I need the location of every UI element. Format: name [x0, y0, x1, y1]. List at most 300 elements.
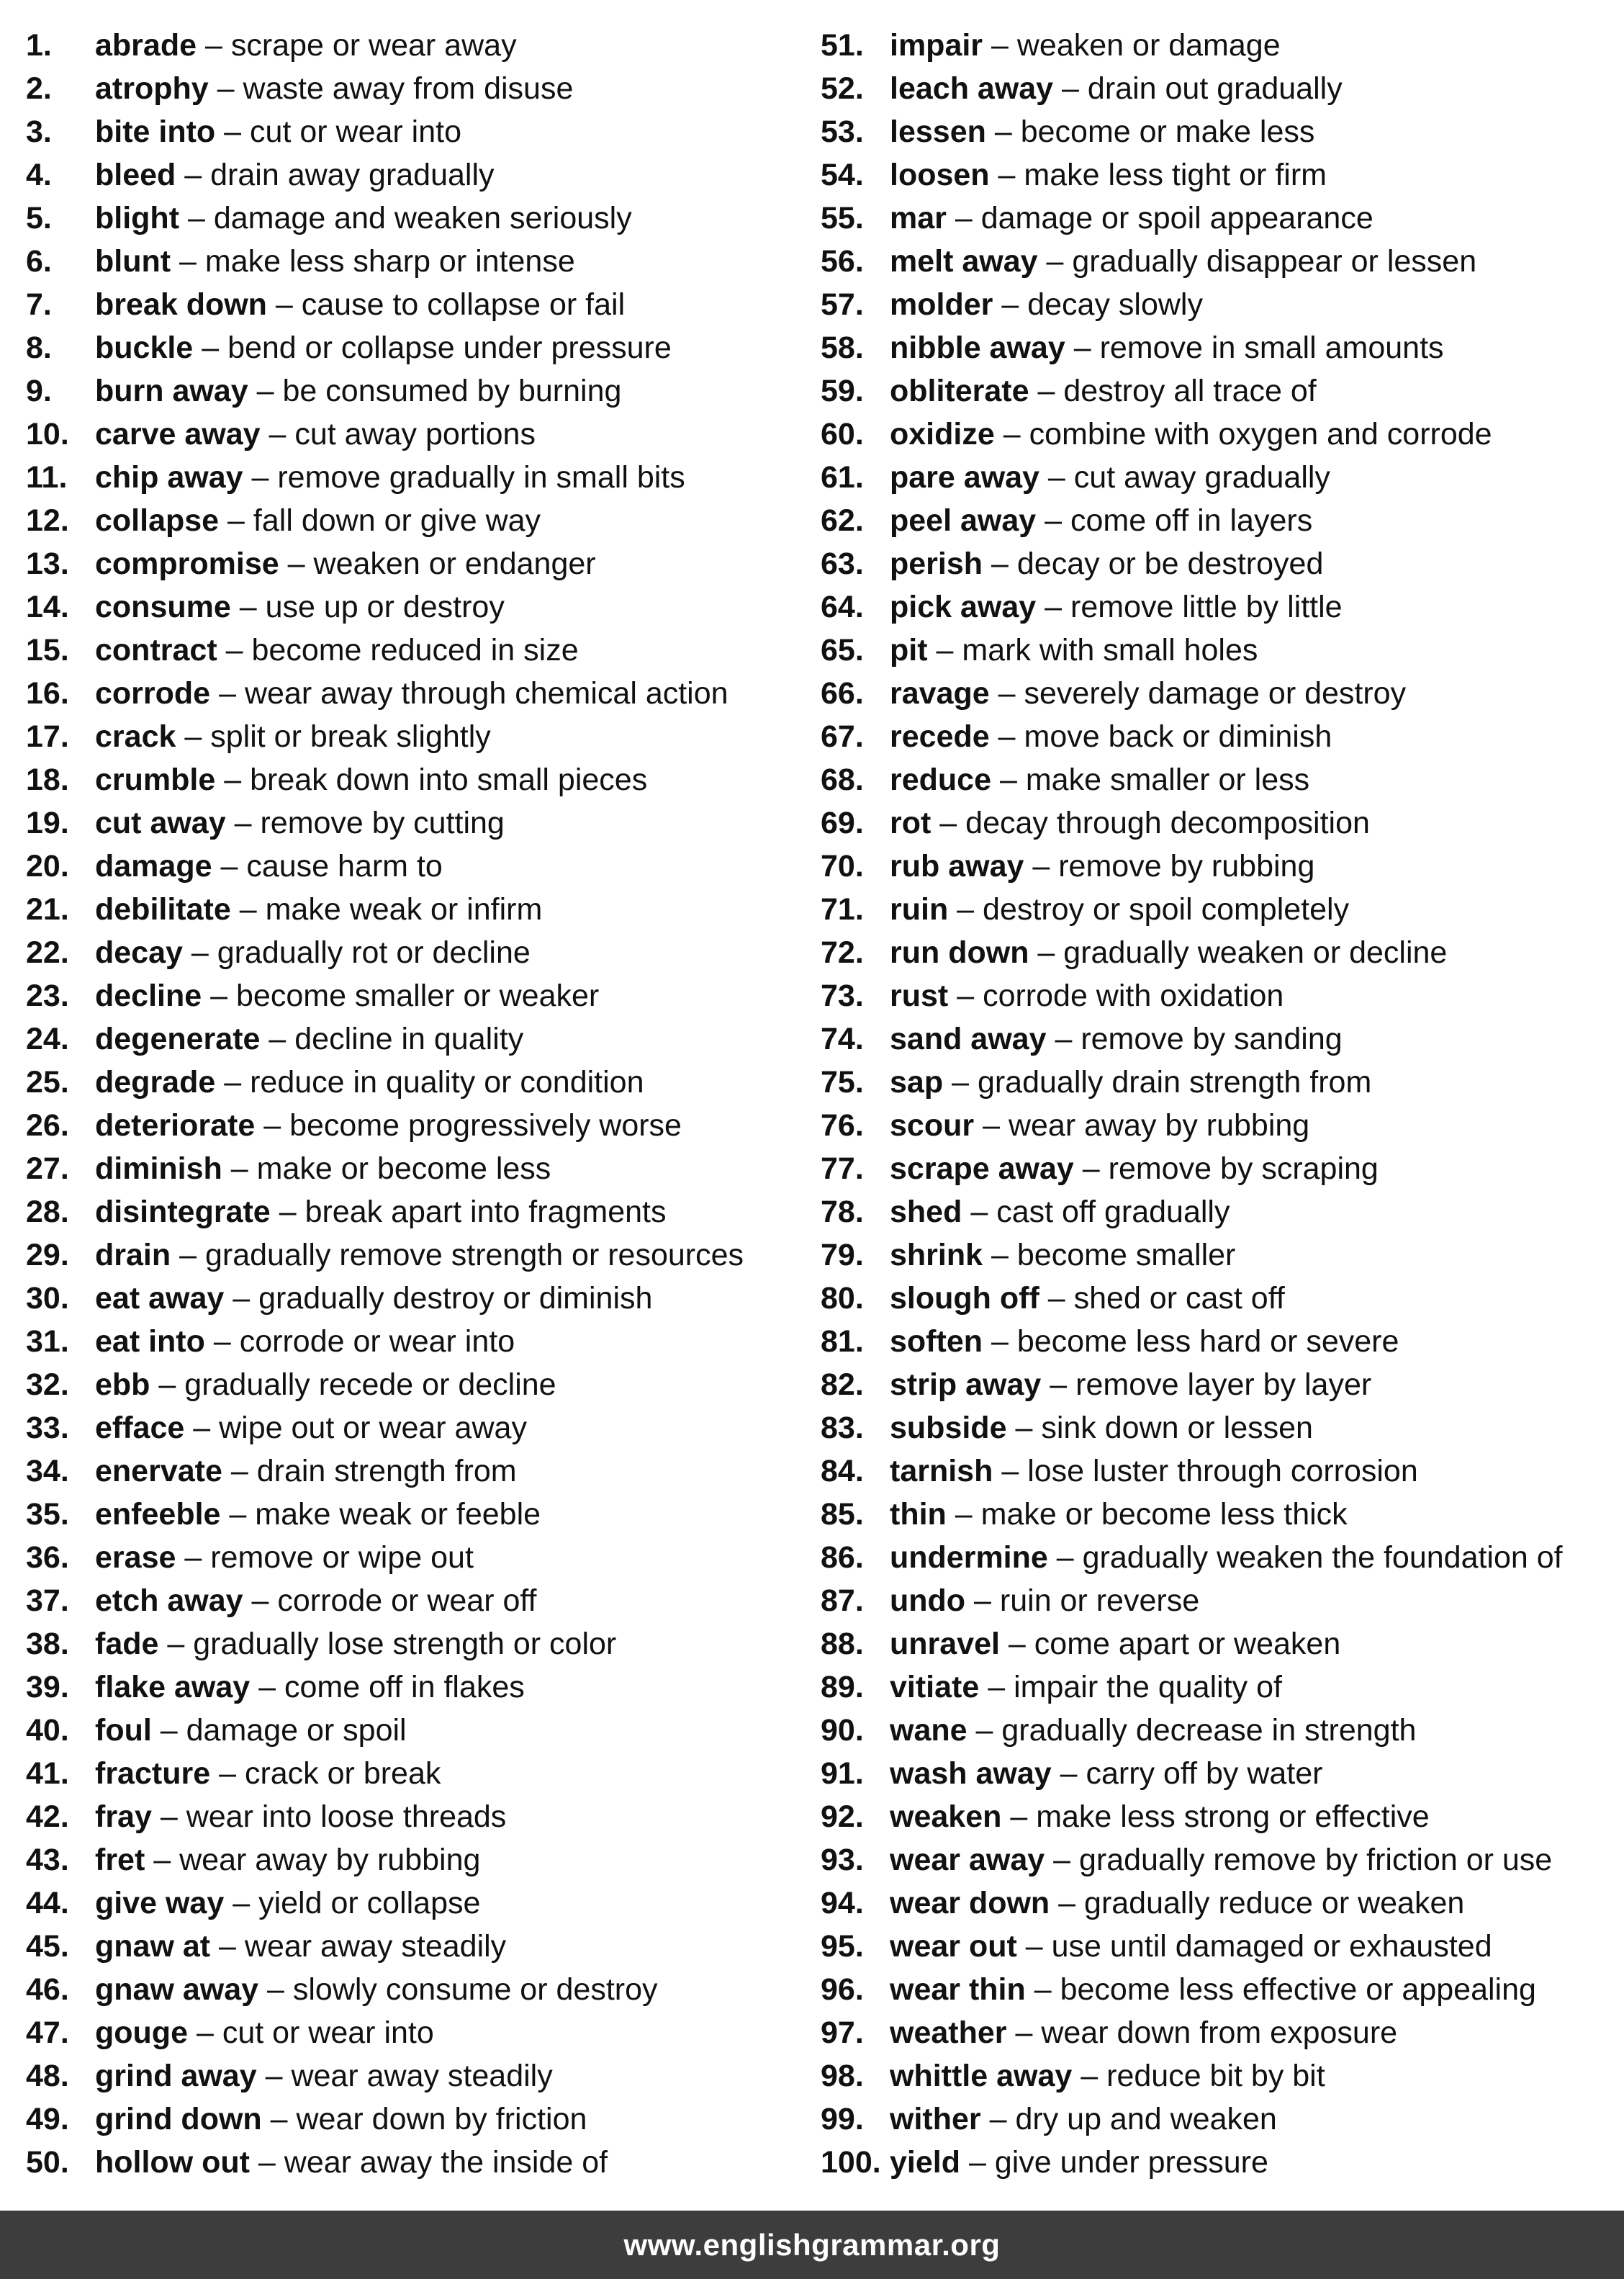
list-item [821, 1233, 1612, 1277]
list-item [821, 1622, 1612, 1666]
item-word: decay [95, 935, 183, 970]
list-item [821, 369, 1612, 413]
item-number: 17. [26, 719, 69, 754]
item-separator: – [998, 158, 1016, 192]
item-definition: cause to collapse or fail [301, 287, 626, 322]
item-word: loosen [890, 158, 990, 192]
item-separator: – [991, 547, 1009, 581]
item-number: 73. [821, 979, 864, 1013]
list-item [26, 1709, 811, 1752]
item-definition: cut away portions [294, 417, 536, 451]
item-number: 22. [26, 935, 69, 970]
list-item [26, 585, 811, 629]
item-separator: – [957, 892, 975, 927]
item-separator: – [957, 979, 975, 1013]
item-separator: – [153, 1843, 171, 1877]
item-word: thin [890, 1497, 947, 1532]
item-word: wither [890, 2102, 981, 2136]
item-word: chip away [95, 460, 243, 495]
item-separator: – [193, 1411, 211, 1445]
item-separator: – [1060, 1756, 1078, 1791]
list-item [26, 542, 811, 585]
item-definition: weaken or damage [1016, 28, 1281, 63]
list-item [821, 153, 1612, 197]
item-number: 27. [26, 1151, 69, 1186]
list-item [26, 1449, 811, 1493]
item-word: vitiate [890, 1670, 980, 1704]
item-number: 20. [26, 849, 69, 884]
item-definition: corrode or wear off [277, 1583, 537, 1618]
item-definition: shed or cast off [1073, 1281, 1285, 1316]
item-definition: drain out gradually [1087, 71, 1343, 106]
item-word: buckle [95, 331, 194, 365]
item-separator: – [988, 1670, 1006, 1704]
item-separator: – [991, 1238, 1009, 1272]
item-definition: remove by cutting [260, 806, 505, 840]
item-number: 57. [821, 287, 864, 322]
item-separator: – [1010, 1799, 1028, 1834]
item-definition: become smaller or weaker [236, 979, 600, 1013]
item-separator: – [974, 1583, 991, 1618]
item-definition: gradually disappear or lessen [1072, 244, 1477, 279]
list-item [26, 758, 811, 801]
item-number: 74. [821, 1022, 864, 1056]
item-word: perish [890, 547, 983, 581]
item-word: scour [890, 1108, 975, 1143]
item-number: 76. [821, 1108, 864, 1143]
item-word: compromise [95, 547, 279, 581]
item-definition: break apart into fragments [304, 1195, 667, 1229]
item-word: corrode [95, 676, 211, 711]
item-word: tarnish [890, 1454, 993, 1488]
item-number: 40. [26, 1713, 69, 1748]
item-word: blight [95, 201, 180, 235]
item-separator: – [989, 2102, 1007, 2136]
item-definition: wear away by rubbing [179, 1843, 481, 1877]
item-definition: become or make less [1020, 114, 1315, 149]
item-number: 90. [821, 1713, 864, 1748]
item-separator: – [1037, 374, 1055, 408]
item-word: disintegrate [95, 1195, 271, 1229]
item-separator: – [160, 1799, 178, 1834]
item-separator: – [239, 590, 257, 624]
list-item [26, 974, 811, 1017]
item-separator: – [266, 1972, 284, 2007]
list-item [26, 1882, 811, 1925]
item-separator: – [187, 201, 205, 235]
item-separator: – [1053, 1843, 1071, 1877]
item-definition: wear down from exposure [1041, 2015, 1398, 2050]
item-word: soften [890, 1324, 983, 1359]
item-definition: bend or collapse under pressure [227, 331, 672, 365]
item-word: wane [890, 1713, 967, 1748]
list-item [821, 1449, 1612, 1493]
footer-bar [0, 2211, 1624, 2279]
item-word: debilitate [95, 892, 231, 927]
item-word: strip away [890, 1367, 1042, 1402]
list-item [821, 1320, 1612, 1363]
item-definition: mark with small holes [962, 633, 1258, 667]
item-number: 7. [26, 287, 52, 322]
item-number: 49. [26, 2102, 69, 2136]
item-number: 87. [821, 1583, 864, 1618]
item-definition: decay slowly [1027, 287, 1203, 322]
list-item [26, 1147, 811, 1190]
item-separator: – [1032, 849, 1050, 884]
item-definition: split or break slightly [210, 719, 491, 754]
list-item [821, 1104, 1612, 1147]
item-definition: sink down or lessen [1041, 1411, 1313, 1445]
list-item [26, 1666, 811, 1709]
item-word: fray [95, 1799, 152, 1834]
item-separator: – [999, 763, 1017, 797]
list-item [821, 1493, 1612, 1536]
item-number: 23. [26, 979, 69, 1013]
item-word: enervate [95, 1454, 222, 1488]
item-separator: – [234, 806, 252, 840]
item-number: 63. [821, 547, 864, 581]
item-definition: carry off by water [1086, 1756, 1323, 1791]
item-separator: – [256, 374, 274, 408]
item-word: bleed [95, 158, 176, 192]
list-item [26, 1752, 811, 1795]
item-definition: remove layer by layer [1075, 1367, 1372, 1402]
item-separator: – [1045, 590, 1063, 624]
item-separator: – [983, 1108, 1000, 1143]
list-item [821, 542, 1612, 585]
list-item [821, 1666, 1612, 1709]
item-definition: become reduced in size [251, 633, 579, 667]
item-definition: crack or break [244, 1756, 441, 1791]
item-number: 48. [26, 2059, 69, 2093]
item-separator: – [1082, 1151, 1100, 1186]
item-number: 75. [821, 1065, 864, 1100]
item-definition: cast off gradually [996, 1195, 1230, 1229]
item-word: ravage [890, 676, 990, 711]
item-number: 96. [821, 1972, 864, 2007]
item-number: 92. [821, 1799, 864, 1834]
item-definition: use until damaged or exhausted [1051, 1929, 1492, 1964]
item-separator: – [287, 547, 305, 581]
item-definition: drain strength from [256, 1454, 517, 1488]
list-item [26, 1925, 811, 1968]
item-number: 93. [821, 1843, 864, 1877]
item-definition: weaken or endanger [313, 547, 596, 581]
item-separator: – [270, 2102, 288, 2136]
list-item [26, 1536, 811, 1579]
item-word: foul [95, 1713, 152, 1748]
item-separator: – [204, 28, 222, 63]
item-number: 11. [26, 460, 68, 495]
item-number: 77. [821, 1151, 864, 1186]
item-word: crumble [95, 763, 216, 797]
item-separator: – [220, 849, 238, 884]
item-number: 2. [26, 71, 52, 106]
item-separator: – [196, 2015, 214, 2050]
item-word: wear out [890, 1929, 1017, 1964]
list-item [821, 629, 1612, 672]
item-word: decline [95, 979, 202, 1013]
item-number: 66. [821, 676, 864, 711]
item-definition: gradually decrease in strength [1001, 1713, 1417, 1748]
item-number: 72. [821, 935, 864, 970]
item-word: consume [95, 590, 231, 624]
list-item [821, 585, 1612, 629]
item-word: shed [890, 1195, 962, 1229]
item-number: 83. [821, 1411, 864, 1445]
list-item [26, 845, 811, 888]
item-word: etch away [95, 1583, 243, 1618]
item-word: undo [890, 1583, 966, 1618]
item-word: grind down [95, 2102, 262, 2136]
list-item [26, 240, 811, 283]
item-separator: – [224, 114, 242, 149]
item-word: erase [95, 1540, 176, 1575]
item-definition: reduce bit by bit [1106, 2059, 1325, 2093]
list-item [821, 67, 1612, 110]
item-number: 94. [821, 1886, 864, 1920]
item-definition: severely damage or destroy [1024, 676, 1407, 711]
item-definition: gradually remove strength or resources [204, 1238, 744, 1272]
item-word: wash away [890, 1756, 1052, 1791]
item-separator: – [1003, 417, 1021, 451]
item-number: 30. [26, 1281, 69, 1316]
item-definition: move back or diminish [1024, 719, 1332, 754]
item-word: subside [890, 1411, 1007, 1445]
item-separator: – [1046, 244, 1064, 279]
item-separator: – [1015, 2015, 1033, 2050]
item-separator: – [191, 935, 209, 970]
item-word: burn away [95, 374, 248, 408]
item-word: obliterate [890, 374, 1029, 408]
item-word: yield [890, 2145, 960, 2180]
item-separator: – [217, 71, 235, 106]
list-item [821, 1709, 1612, 1752]
item-word: undermine [890, 1540, 1048, 1575]
item-number: 68. [821, 763, 864, 797]
item-separator: – [1008, 1627, 1026, 1661]
item-number: 10. [26, 417, 69, 451]
item-number: 25. [26, 1065, 69, 1100]
item-word: fracture [95, 1756, 211, 1791]
item-word: reduce [890, 763, 992, 797]
list-item [821, 240, 1612, 283]
item-definition: wear down by friction [296, 2102, 587, 2136]
item-separator: – [269, 1022, 287, 1056]
item-word: shrink [890, 1238, 983, 1272]
list-item [821, 1579, 1612, 1622]
word-list-column-left [26, 24, 811, 2184]
list-item [821, 1925, 1612, 1968]
list-item [26, 1017, 811, 1061]
item-word: abrade [95, 28, 197, 63]
item-number: 31. [26, 1324, 69, 1359]
item-separator: – [998, 719, 1016, 754]
list-item [821, 413, 1612, 456]
list-item [26, 1838, 811, 1882]
item-word: rust [890, 979, 949, 1013]
item-word: fade [95, 1627, 159, 1661]
item-word: rub away [890, 849, 1024, 884]
item-word: lessen [890, 114, 986, 149]
item-number: 64. [821, 590, 864, 624]
item-separator: – [952, 1065, 969, 1100]
item-word: pick away [890, 590, 1037, 624]
item-definition: drain away gradually [210, 158, 495, 192]
list-item [26, 413, 811, 456]
list-item [26, 2011, 811, 2054]
item-separator: – [994, 114, 1012, 149]
item-number: 84. [821, 1454, 864, 1488]
item-separator: – [1034, 1972, 1052, 2007]
item-word: diminish [95, 1151, 222, 1186]
item-word: slough off [890, 1281, 1039, 1316]
item-separator: – [1025, 1929, 1043, 1964]
item-definition: make smaller or less [1025, 763, 1310, 797]
item-number: 65. [821, 633, 864, 667]
item-number: 56. [821, 244, 864, 279]
item-number: 51. [821, 28, 864, 63]
list-item [26, 2054, 811, 2098]
item-separator: – [1073, 331, 1091, 365]
item-word: scrape away [890, 1151, 1074, 1186]
item-definition: combine with oxygen and corrode [1029, 417, 1492, 451]
list-item [821, 326, 1612, 369]
item-definition: wear away steadily [244, 1929, 507, 1964]
item-separator: – [233, 1886, 251, 1920]
item-separator: – [167, 1627, 185, 1661]
item-definition: cut away gradually [1073, 460, 1330, 495]
list-item [26, 1795, 811, 1838]
item-definition: damage and weaken seriously [213, 201, 632, 235]
list-item [26, 499, 811, 542]
list-item [821, 2098, 1612, 2141]
item-separator: – [998, 676, 1016, 711]
item-number: 61. [821, 460, 864, 495]
item-word: melt away [890, 244, 1038, 279]
item-number: 91. [821, 1756, 864, 1791]
item-number: 8. [26, 331, 52, 365]
item-word: hollow out [95, 2145, 250, 2180]
item-definition: remove by rubbing [1058, 849, 1315, 884]
list-item [821, 1536, 1612, 1579]
item-word: oxidize [890, 417, 995, 451]
item-number: 69. [821, 806, 864, 840]
item-definition: wear away steadily [291, 2059, 553, 2093]
item-separator: – [1037, 935, 1055, 970]
item-word: whittle away [890, 2059, 1073, 2093]
list-item [26, 1061, 811, 1104]
list-item [821, 1795, 1612, 1838]
list-item [26, 1968, 811, 2011]
item-definition: gradually weaken the foundation of [1082, 1540, 1563, 1575]
item-definition: come off in flakes [284, 1670, 525, 1704]
item-separator: – [258, 2145, 276, 2180]
item-definition: gradually drain strength from [977, 1065, 1372, 1100]
item-definition: ruin or reverse [999, 1583, 1200, 1618]
item-definition: lose luster through corrosion [1027, 1454, 1418, 1488]
item-number: 5. [26, 201, 52, 235]
item-number: 95. [821, 1929, 864, 1964]
list-item [26, 1277, 811, 1320]
item-word: impair [890, 28, 983, 63]
item-word: nibble away [890, 331, 1065, 365]
item-number: 54. [821, 158, 864, 192]
item-definition: slowly consume or destroy [292, 1972, 658, 2007]
item-number: 14. [26, 590, 69, 624]
item-number: 86. [821, 1540, 864, 1575]
item-number: 9. [26, 374, 52, 408]
item-number: 46. [26, 1972, 69, 2007]
list-item [821, 1406, 1612, 1449]
item-number: 55. [821, 201, 864, 235]
item-number: 62. [821, 503, 864, 538]
item-separator: – [263, 1108, 281, 1143]
item-separator: – [1062, 71, 1079, 106]
item-number: 58. [821, 331, 864, 365]
list-item [821, 2054, 1612, 2098]
item-word: wear down [890, 1886, 1050, 1920]
list-item [26, 1104, 811, 1147]
list-item [26, 931, 811, 974]
item-word: give way [95, 1886, 225, 1920]
item-separator: – [1055, 1022, 1073, 1056]
item-definition: make less strong or effective [1036, 1799, 1430, 1834]
item-separator: – [1056, 1540, 1074, 1575]
item-word: ruin [890, 892, 949, 927]
item-definition: yield or collapse [258, 1886, 481, 1920]
item-definition: decay through decomposition [965, 806, 1370, 840]
item-separator: – [219, 676, 236, 711]
list-item [26, 24, 811, 67]
item-definition: break down into small pieces [250, 763, 648, 797]
item-number: 13. [26, 547, 69, 581]
item-number: 24. [26, 1022, 69, 1056]
item-definition: make or become less [256, 1151, 551, 1186]
item-separator: – [224, 1065, 242, 1100]
item-number: 15. [26, 633, 69, 667]
item-word: break down [95, 287, 267, 322]
item-definition: make weak or feeble [255, 1497, 541, 1532]
item-definition: wear away through chemical action [244, 676, 728, 711]
item-word: grind away [95, 2059, 257, 2093]
item-number: 89. [821, 1670, 864, 1704]
item-definition: give under pressure [994, 2145, 1268, 2180]
item-separator: – [184, 719, 202, 754]
list-item [821, 1190, 1612, 1233]
item-definition: remove by scraping [1108, 1151, 1379, 1186]
item-word: sap [890, 1065, 944, 1100]
item-separator: – [936, 633, 954, 667]
list-item [821, 2141, 1612, 2184]
item-word: ebb [95, 1367, 150, 1402]
item-separator: – [219, 1756, 236, 1791]
item-separator: – [955, 1497, 973, 1532]
list-item [821, 931, 1612, 974]
item-definition: remove by sanding [1081, 1022, 1343, 1056]
list-item [26, 283, 811, 326]
item-number: 59. [821, 374, 864, 408]
item-number: 41. [26, 1756, 69, 1791]
item-number: 47. [26, 2015, 69, 2050]
item-number: 39. [26, 1670, 69, 1704]
item-number: 28. [26, 1195, 69, 1229]
list-item [26, 1493, 811, 1536]
item-separator: – [970, 1195, 988, 1229]
item-separator: – [184, 158, 202, 192]
item-separator: – [210, 979, 228, 1013]
item-separator: – [230, 1151, 248, 1186]
